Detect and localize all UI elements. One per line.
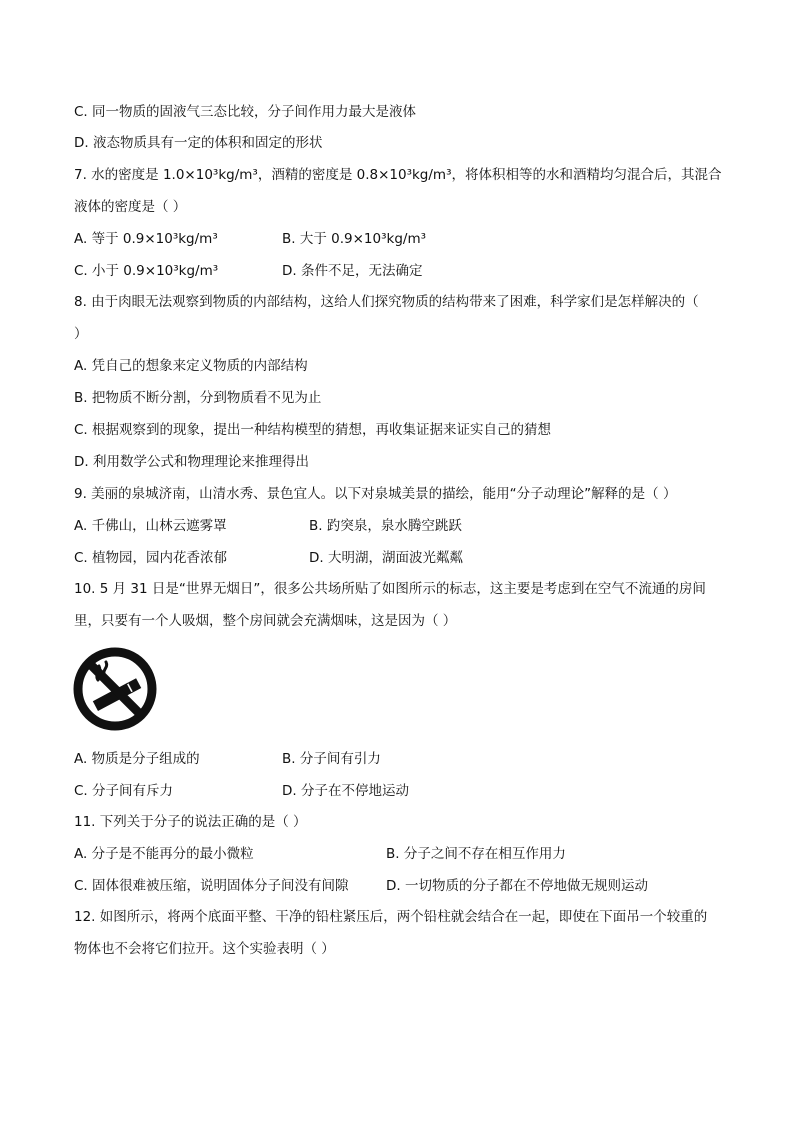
q8-option-b: B. 把物质不断分割，分到物质看不见为止: [74, 390, 322, 406]
q9-option-c: C. 植物园，园内花香浓郁: [74, 550, 228, 566]
q8-option-d: D. 利用数学公式和物理理论来推理得出: [74, 454, 309, 470]
q12-stem-line1: 12. 如图所示，将两个底面平整、干净的铅柱紧压后，两个铅柱就会结合在一起，即使在下面吊一个较重的: [74, 909, 708, 925]
q7-option-d: D. 条件不足，无法确定: [282, 263, 423, 279]
q10-stem-line2: 里，只要有一个人吸烟，整个房间就会充满烟味，这是因为（ ）: [74, 613, 457, 629]
q7-stem-line2: 液体的密度是（ ）: [74, 199, 187, 215]
q9-option-a: A. 千佛山，山林云遮雾罩: [74, 518, 227, 534]
q11-option-d: D. 一切物质的分子都在不停地做无规则运动: [386, 878, 648, 894]
q7-option-b: B. 大于 0.9×10³kg/m³: [282, 231, 427, 247]
q10-option-a: A. 物质是分子组成的: [74, 751, 200, 767]
q7-option-a: A. 等于 0.9×10³kg/m³: [74, 231, 218, 247]
q10-option-d: D. 分子在不停地运动: [282, 783, 409, 799]
q8-stem-line2: ）: [74, 326, 88, 342]
q12-stem-line2: 物体也不会将它们拉开。这个实验表明（ ）: [74, 941, 335, 957]
q11-option-c: C. 固体很难被压缩，说明固体分子间没有间隙: [74, 878, 349, 894]
q7-option-c: C. 小于 0.9×10³kg/m³: [74, 263, 219, 279]
q11-stem: 11. 下列关于分子的说法正确的是（ ）: [74, 814, 307, 830]
q9-option-d: D. 大明湖，湖面波光粼粼: [309, 550, 463, 566]
q7-stem-line1: 7. 水的密度是 1.0×10³kg/m³，酒精的密度是 0.8×10³kg/m³，将体积相等的水和酒精均匀混合后，其混合: [74, 167, 722, 183]
q10-option-c: C. 分子间有斥力: [74, 783, 174, 799]
q11-option-a: A. 分子是不能再分的最小微粒: [74, 846, 254, 862]
q9-stem: 9. 美丽的泉城济南，山清水秀、景色宜人。以下对泉城美景的描绘，能用“分子动理论”解释的是（ ）: [74, 486, 677, 502]
no-smoking-sign-icon: [72, 646, 158, 732]
q8-option-a: A. 凭自己的想象来定义物质的内部结构: [74, 358, 308, 374]
q8-stem-line1: 8. 由于肉眼无法观察到物质的内部结构，这给人们探究物质的结构带来了困难，科学家们是怎样解决的（: [74, 294, 699, 310]
q10-option-b: B. 分子间有引力: [282, 751, 381, 767]
q10-stem-line1: 10. 5 月 31 日是“世界无烟日”，很多公共场所贴了如图所示的标志，这主要是考虑到在空气不流通的房间: [74, 581, 706, 597]
q11-option-b: B. 分子之间不存在相互作用力: [386, 846, 566, 862]
q6-option-c: C. 同一物质的固液气三态比较，分子间作用力最大是液体: [74, 104, 417, 120]
q9-option-b: B. 趵突泉，泉水腾空跳跃: [309, 518, 462, 534]
q6-option-d: D. 液态物质具有一定的体积和固定的形状: [74, 135, 323, 151]
q8-option-c: C. 根据观察到的现象，提出一种结构模型的猜想，再收集证据来证实自己的猜想: [74, 422, 552, 438]
